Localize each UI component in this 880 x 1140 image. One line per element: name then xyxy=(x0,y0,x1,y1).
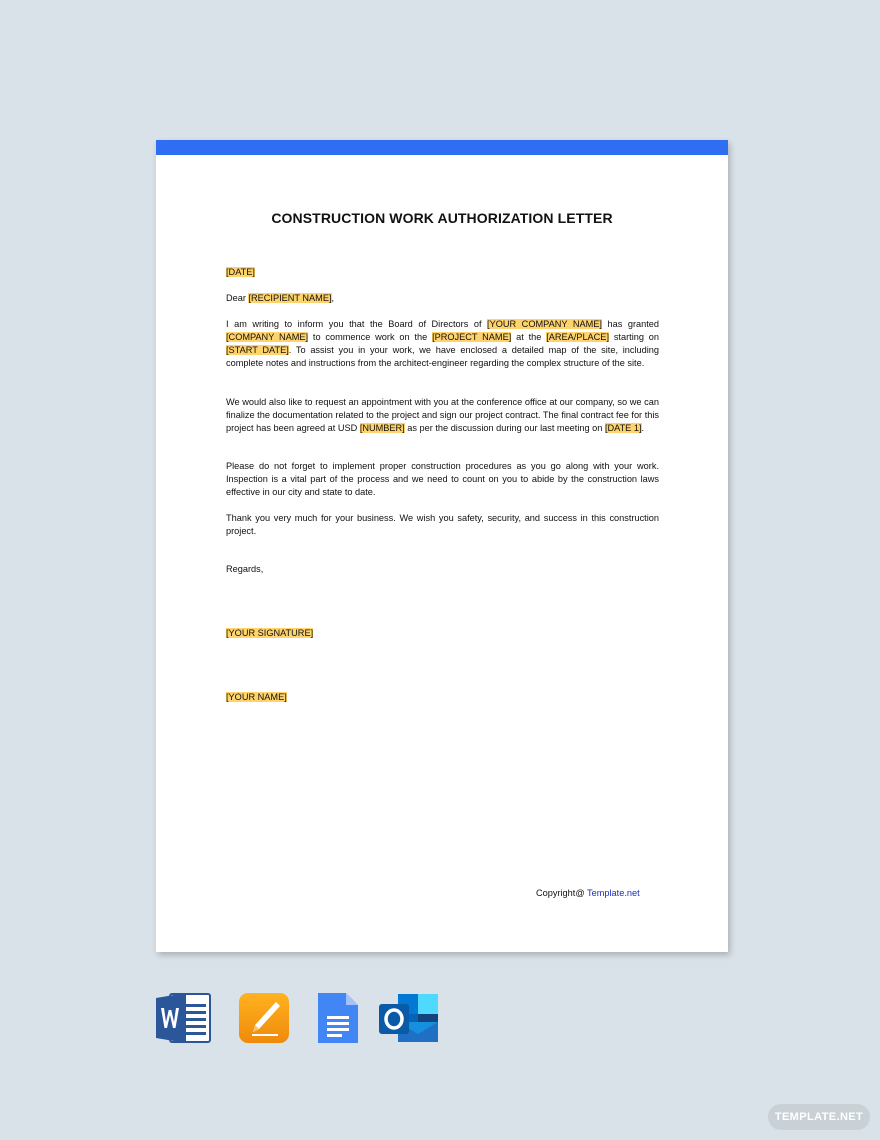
start-date-placeholder: [START DATE] xyxy=(226,345,289,355)
paragraph-1-text: I am writing to inform you that the Board of Directors of xyxy=(226,319,488,329)
letter-date xyxy=(226,266,659,279)
project-name-placeholder: [PROJECT NAME] xyxy=(432,332,512,342)
paragraph-1-text: at the xyxy=(511,332,547,342)
salutation-suffix: , xyxy=(331,293,335,303)
signature-placeholder: [YOUR SIGNATURE] xyxy=(226,628,314,638)
page-accent-bar xyxy=(156,140,728,155)
date-placeholder: [DATE] xyxy=(226,267,255,277)
paragraph-4: Thank you very much for your business. We wish you safety, security, and success in this construction project. xyxy=(226,513,659,536)
google-docs-icon[interactable] xyxy=(312,992,368,1044)
name-line xyxy=(226,691,659,704)
name-placeholder: [YOUR NAME] xyxy=(226,692,287,702)
area-place-placeholder: [AREA/PLACE] xyxy=(546,332,609,342)
paragraph-1-text: to commence work on the xyxy=(308,332,433,342)
paragraph-1-text: starting on xyxy=(609,332,660,342)
letter-title: CONSTRUCTION WORK AUTHORIZATION LETTER xyxy=(271,210,613,226)
paragraph-2 xyxy=(226,396,659,435)
number-placeholder: [NUMBER] xyxy=(359,423,405,433)
recipient-placeholder: [RECIPIENT NAME] xyxy=(248,293,332,303)
copyright-label: Copyright@ xyxy=(536,888,588,898)
date1-placeholder: [DATE 1] xyxy=(604,423,642,433)
signature-line xyxy=(226,627,659,640)
paragraph-2-text: We would also like to request an appointment with you at the conference office at our company, so we can finalize the documentation related to the project and sign our project contract. The final contract fee for this project has been agreed at USD xyxy=(226,397,659,433)
letter-page xyxy=(156,140,728,952)
copyright-site: Template.net xyxy=(587,888,640,898)
closing: Regards, xyxy=(226,564,264,574)
template-net-watermark-badge: TEMPLATE.NET xyxy=(768,1104,870,1130)
outlook-icon[interactable] xyxy=(378,992,440,1044)
word-icon[interactable] xyxy=(156,992,212,1044)
salutation xyxy=(226,292,659,305)
paragraph-2-text: . xyxy=(641,423,645,433)
paragraph-1-text: . To assist you in your work, we have enclosed a detailed map of the site, including complete notes and instructions from the architect-engineer regarding the complex structure of the site. xyxy=(226,345,659,368)
paragraph-1-text: has granted xyxy=(601,319,659,329)
paragraph-2-text: as per the discussion during our last meeting on xyxy=(404,423,605,433)
salutation-prefix: Dear xyxy=(226,293,249,303)
your-company-placeholder: [YOUR COMPANY NAME] xyxy=(487,319,602,329)
paragraph-3: Please do not forget to implement proper construction procedures as you go along with your work. Inspection is a vital part of the process and we need to count on you to abide by the construction laws effective in our city and state to date. xyxy=(226,461,659,497)
pages-icon[interactable] xyxy=(238,992,294,1044)
paragraph-1 xyxy=(226,318,659,370)
copyright-line xyxy=(536,888,640,898)
company-name-placeholder: [COMPANY NAME] xyxy=(226,332,309,342)
